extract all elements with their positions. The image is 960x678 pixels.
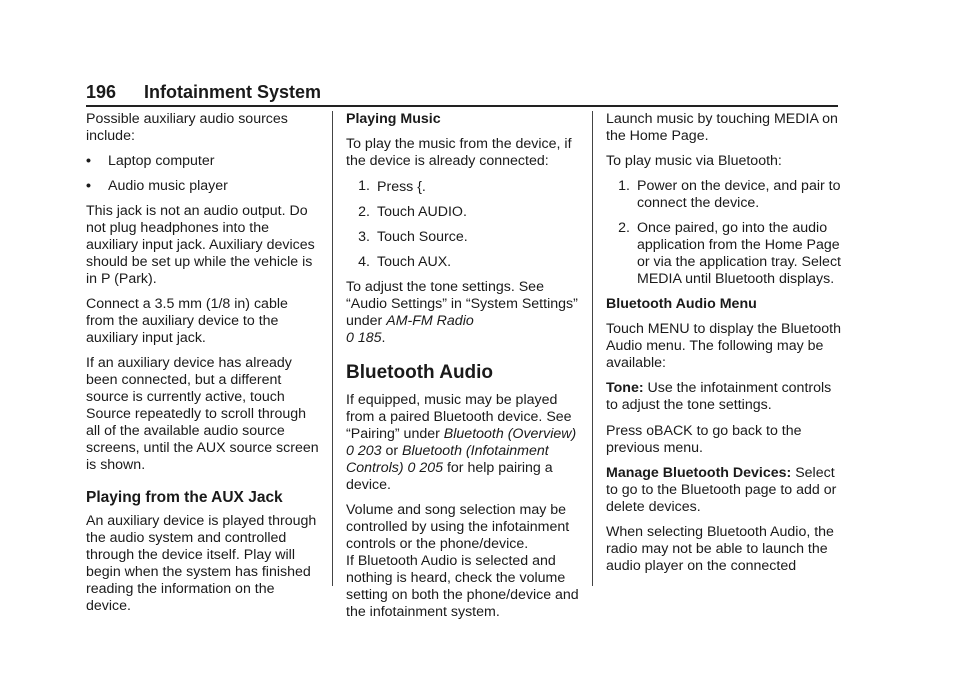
subheading: Bluetooth Audio Menu — [606, 296, 757, 312]
bullet-icon: • — [86, 178, 91, 194]
section-heading: Bluetooth Audio — [346, 362, 494, 383]
step-text: Once paired, go into the audio application from the Home Page or via the application tray. Select MEDIA until Bluetooth displays. — [637, 220, 841, 287]
step-number: 1. — [618, 178, 630, 194]
step-text: Touch Source. — [377, 229, 468, 245]
column-divider-right — [592, 111, 593, 586]
paragraph: If an auxiliary device has already been connected, but a different source is currently active, touch Source repeatedly to scroll through all of the available audio source screens, until the AUX source screen is shown. — [86, 355, 319, 473]
list-item — [346, 178, 580, 196]
paragraph: An auxiliary device is played through the audio system and controlled through the device itself. Play will begin when the system has finished reading the information on the device. — [86, 513, 317, 614]
list-item — [346, 204, 580, 221]
subheading: Playing Music — [346, 111, 441, 127]
paragraph: This jack is not an audio output. Do not plug headphones into the auxiliary input jack. Auxiliary devices should be set up while the vehicle is in P (Park). — [86, 203, 315, 287]
paragraph: Connect a 3.5 mm (1/8 in) cable from the auxiliary device to the auxiliary input jack. — [86, 296, 288, 346]
step-text: Touch AUX. — [377, 254, 452, 270]
paragraph: Launch music by touching MEDIA on the Home Page. — [606, 111, 838, 144]
paragraph: To play music via Bluetooth: — [606, 153, 782, 169]
list-item — [606, 220, 842, 288]
list-item — [346, 254, 580, 271]
step-text: Touch AUDIO. — [377, 204, 467, 220]
cross-reference: AM-FM Radio — [386, 313, 474, 329]
paragraph: Touch MENU to display the Bluetooth Audio menu. The following may be available: — [606, 321, 842, 371]
cross-reference: Bluetooth (Infotainment Controls) — [346, 443, 549, 476]
text-run: BACK to go back to the previous menu. — [606, 423, 802, 456]
paragraph: To play the music from the device, if the device is already connected: — [346, 136, 572, 169]
step-number: 1. — [358, 178, 370, 194]
column-1 — [86, 111, 320, 623]
text-run: Select to go to the Bluetooth page to add or delete devices. — [606, 465, 837, 515]
column-2 — [346, 111, 580, 629]
term-label: Manage Bluetooth Devices: — [606, 465, 792, 481]
text-run: . — [381, 330, 386, 346]
cross-reference: Bluetooth (Overview) — [443, 426, 577, 442]
step-text-part: . — [421, 179, 426, 195]
back-icon: o — [646, 422, 655, 438]
paragraph: Possible auxiliary audio sources include: — [86, 111, 288, 144]
list-item — [86, 153, 320, 170]
column-3 — [606, 111, 842, 583]
page-reference: 0 203 — [346, 443, 382, 459]
paragraph: When selecting Bluetooth Audio, the radio may not be able to launch the audio player on the connected — [606, 524, 834, 574]
page-header — [86, 81, 838, 107]
paragraph — [606, 422, 842, 457]
section-heading: Playing from the AUX Jack — [86, 489, 283, 506]
step-number: 3. — [358, 229, 370, 245]
step-number: 2. — [618, 220, 630, 236]
list-item — [346, 229, 580, 246]
text-run: If equipped, music may be played from a paired Bluetooth device. See “Pairing” under — [346, 392, 572, 442]
list-item-text: Laptop computer — [108, 153, 215, 169]
step-text: Power on the device, and pair to connect the device. — [637, 178, 841, 211]
text-run: Use the infotainment controls to adjust the tone settings. — [606, 380, 832, 413]
paragraph — [346, 392, 580, 494]
list-item — [606, 178, 842, 212]
paragraph: If Bluetooth Audio is selected and nothing is heard, check the volume setting on both the phone/device and the infotainment system. — [346, 553, 579, 620]
page-reference: 0 185 — [346, 330, 382, 346]
text-run: or — [381, 443, 403, 459]
list-item-text: Audio music player — [108, 178, 228, 194]
text-run: for help pairing a device. — [346, 460, 553, 493]
page-title: Infotainment System — [144, 82, 322, 102]
paragraph: Volume and song selection may be controlled by using the infotainment controls or the phone/device. — [346, 502, 570, 552]
paragraph — [606, 380, 842, 414]
text-run: To adjust the tone settings. See “Audio Settings” in “System Settings” under — [346, 279, 578, 329]
term-label: Tone: — [606, 380, 644, 396]
text-run: Press — [606, 423, 647, 439]
bullet-icon: • — [86, 153, 91, 169]
step-text — [377, 178, 580, 196]
page-number: 196 — [86, 82, 117, 102]
home-icon: { — [417, 178, 422, 194]
paragraph — [346, 279, 580, 347]
list-item — [86, 178, 320, 195]
column-divider-left — [332, 111, 333, 586]
page-reference: 0 205 — [407, 460, 444, 476]
step-number: 4. — [358, 254, 370, 270]
step-text-part: Press — [377, 179, 418, 195]
step-number: 2. — [358, 204, 370, 220]
paragraph — [606, 465, 842, 516]
